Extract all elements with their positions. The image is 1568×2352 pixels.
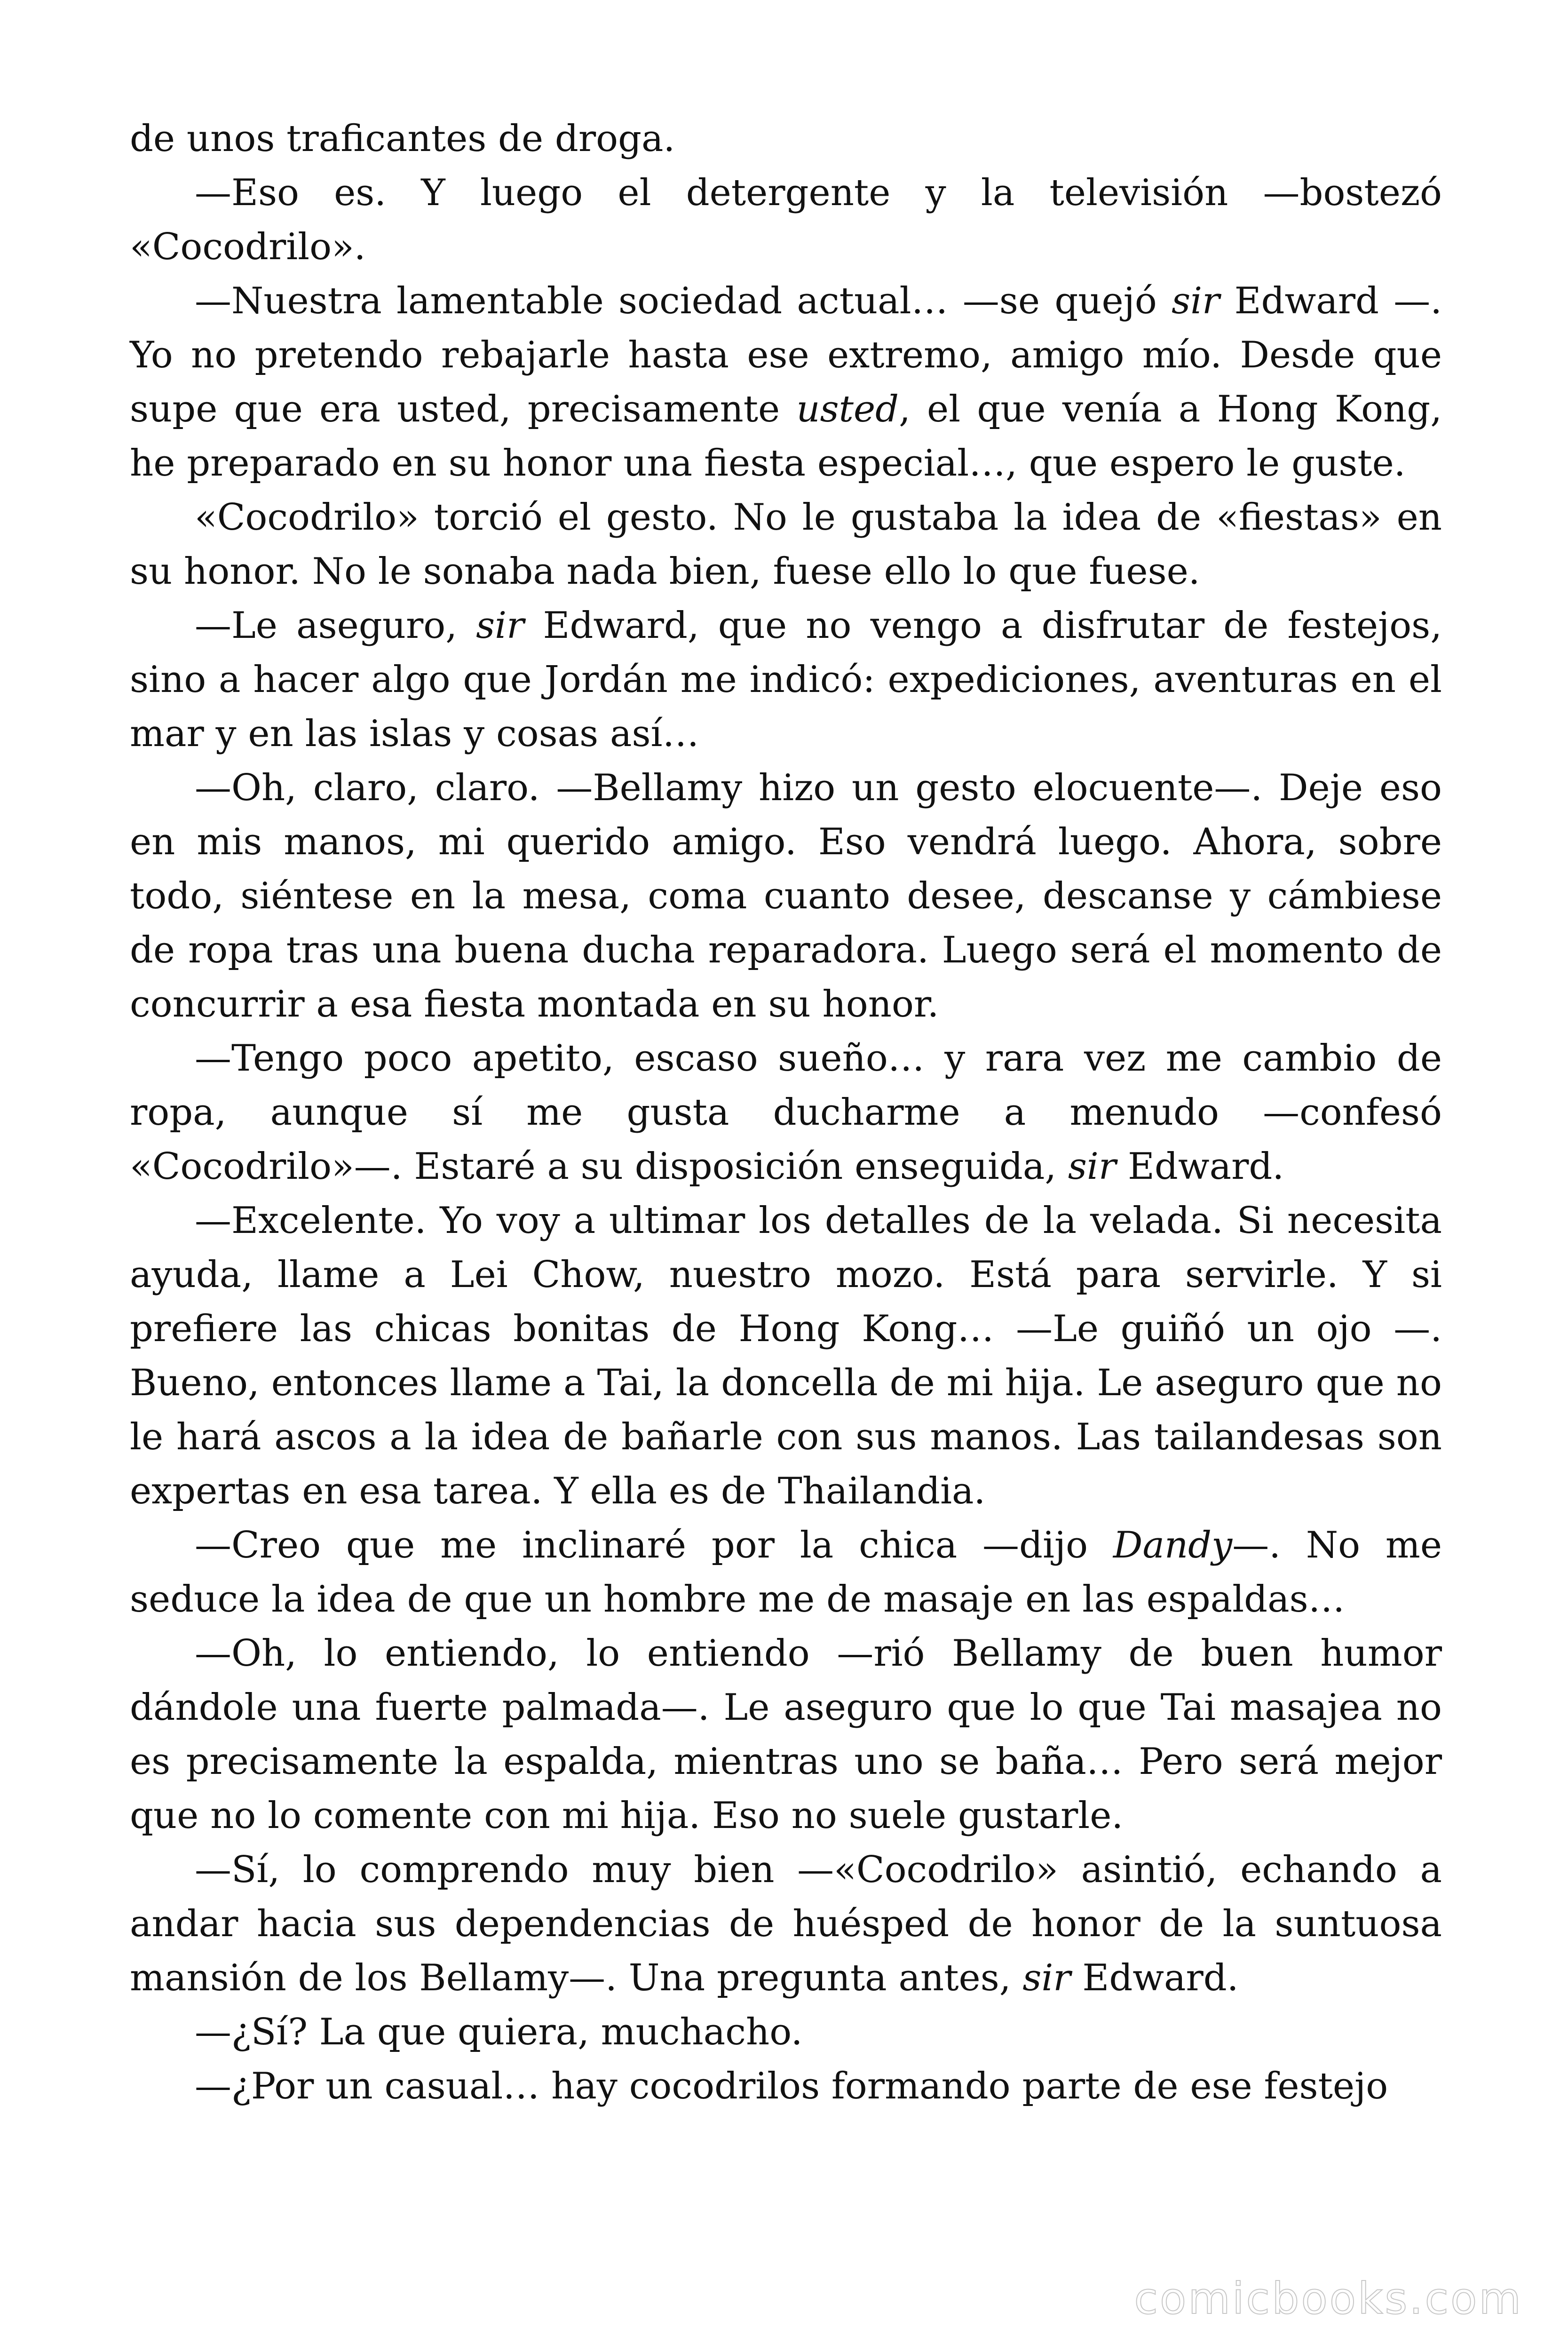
text-run: , el que venía a Hong Kong, he preparado en su honor una fiesta especial…, que espero le guste. <box>130 388 1442 485</box>
text-run: —¿Por un casual… hay cocodrilos formando parte de ese festejo <box>195 2065 1388 2107</box>
text-run: —¿Sí? La que quiera, muchacho. <box>195 2011 803 2053</box>
paragraph <box>130 1194 1442 1518</box>
text-run: Edward, que no vengo a disfrutar de festejos, sino a hacer algo que Jordán me indicó: expediciones, aventuras en el mar y en las islas y cosas así… <box>130 604 1442 755</box>
paragraph <box>130 1627 1442 1843</box>
italic-run: sir <box>1068 1145 1117 1188</box>
text-run: —Nuestra lamentable sociedad actual… —se quejó <box>195 280 1172 322</box>
paragraph <box>130 274 1442 491</box>
paragraph <box>130 1843 1442 2005</box>
text-run: —Eso es. Y luego el detergente y la televisión —bostezó «Cocodrilo». <box>130 172 1442 268</box>
italic-run: sir <box>476 604 524 647</box>
paragraph <box>130 599 1442 761</box>
text-run: de unos traficantes de droga. <box>130 118 675 160</box>
text-run: —Creo que me inclinaré por la chica —dijo <box>195 1524 1113 1566</box>
paragraph <box>130 1032 1442 1194</box>
paragraph <box>130 2059 1442 2114</box>
text-run: —Oh, claro, claro. —Bellamy hizo un gesto elocuente—. Deje eso en mis manos, mi querido amigo. Eso vendrá luego. Ahora, sobre todo, siéntese en la mesa, coma cuanto desee, descanse y cámbiese de ropa tras una buena ducha reparadora. Luego será el momento de concurrir a esa fiesta montada en su honor. <box>130 767 1442 1025</box>
text-run: «Cocodrilo» torció el gesto. No le gustaba la idea de «fiestas» en su honor. No le sonaba nada bien, fuese ello lo que fuese. <box>130 496 1442 593</box>
text-run: —Tengo poco apetito, escaso sueño… y rara vez me cambio de ropa, aunque sí me gusta ducharme a menudo —confesó «Cocodrilo»—. Estaré a su disposición enseguida, <box>130 1037 1442 1188</box>
book-page <box>130 112 1442 2114</box>
text-run: Edward —. Yo no pretendo rebajarle hasta ese extremo, amigo mío. Desde que supe que era usted, precisamente <box>130 280 1442 430</box>
text-run: Edward. <box>1116 1145 1284 1188</box>
paragraph <box>130 1518 1442 1627</box>
paragraph <box>130 491 1442 599</box>
italic-run: sir <box>1172 280 1220 322</box>
text-run: Edward. <box>1070 1957 1239 1999</box>
text-run: —Sí, lo comprendo muy bien —«Cocodrilo» asintió, echando a andar hacia sus dependencias de huésped de honor de la suntuosa mansión de los Bellamy—. Una pregunta antes, <box>130 1849 1442 1999</box>
text-run: —Oh, lo entiendo, lo entiendo —rió Bellamy de buen humor dándole una fuerte palmada—. Le aseguro que lo que Tai masajea no es precisamente la espalda, mientras uno se baña… Pero será mejor que no lo comente con mi hija. Eso no suele gustarle. <box>130 1632 1442 1837</box>
paragraph <box>130 761 1442 1032</box>
paragraph <box>130 112 1442 166</box>
paragraph <box>130 166 1442 274</box>
italic-run: Dandy <box>1113 1524 1233 1566</box>
text-run: —Le aseguro, <box>195 604 476 647</box>
watermark: comicbooks.com <box>1134 2273 1523 2324</box>
paragraph <box>130 2005 1442 2059</box>
text-run: —Excelente. Yo voy a ultimar los detalles de la velada. Si necesita ayuda, llame a Lei Chow, nuestro mozo. Está para servirle. Y si prefiere las chicas bonitas de Hong Kong… —Le guiñó un ojo —. Bueno, entonces llame a Tai, la doncella de mi hija. Le aseguro que no le hará ascos a la idea de bañarle con sus manos. Las tailandesas son expertas en esa tarea. Y ella es de Thailandia. <box>130 1200 1442 1512</box>
italic-run: usted <box>796 388 899 430</box>
italic-run: sir <box>1022 1957 1071 1999</box>
text-run: —. No me seduce la idea de que un hombre me de masaje en las espaldas… <box>130 1524 1442 1621</box>
